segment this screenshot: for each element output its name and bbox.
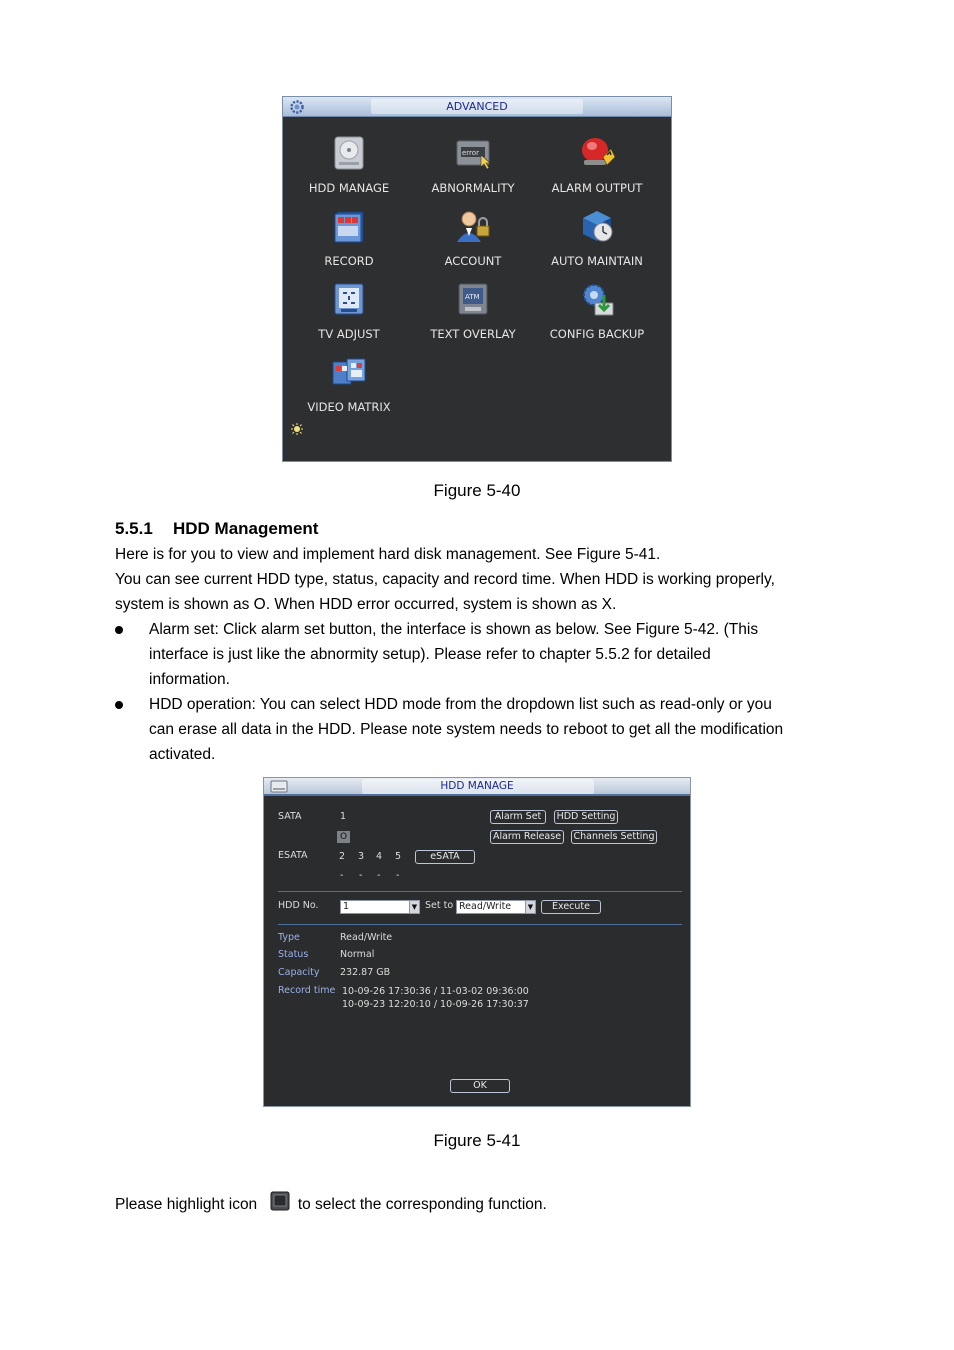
section-number: 5.5.1: [115, 519, 153, 538]
menu-item-record[interactable]: [287, 208, 411, 268]
execute-button[interactable]: Execute: [541, 900, 601, 914]
menu-item-auto-maintain[interactable]: [535, 208, 659, 268]
bullet-item: [115, 617, 875, 692]
bullet-line: interface is just like the abnormity setup). Please refer to chapter 5.5.2 for detailed: [149, 646, 711, 663]
esata-button[interactable]: eSATA: [415, 850, 475, 864]
esata-status-4: -: [377, 870, 381, 881]
esata-port-2: 2: [339, 851, 346, 862]
bullet-line: activated.: [149, 746, 216, 763]
alarm-output-icon: [579, 135, 615, 171]
sata-port-1: 1: [340, 811, 347, 822]
bullet-line: Alarm set: Click alarm set button, the interface is shown as below. See Figure 5-42. (This: [149, 621, 759, 638]
menu-label: ABNORMALITY: [431, 181, 515, 195]
svg-text:ATM: ATM: [465, 293, 480, 301]
menu-item-account[interactable]: [411, 208, 535, 268]
bullet-line: HDD operation: You can select HDD mode from the dropdown list such as read-only or you: [149, 696, 772, 713]
record-time-2: 10-09-23 12:20:10 / 10-09-26 17:30:37: [342, 999, 529, 1010]
menu-label: AUTO MAINTAIN: [551, 254, 643, 268]
menu-label: VIDEO MATRIX: [307, 400, 391, 414]
alarm-release-button[interactable]: Alarm Release: [490, 830, 564, 844]
capacity-value: 232.87 GB: [340, 967, 391, 978]
account-icon: [455, 208, 491, 244]
tv-adjust-icon: [331, 281, 367, 317]
paragraph-line: system is shown as O. When HDD error occurred, system is shown as X.: [115, 596, 617, 613]
hdd-icon: [331, 135, 367, 171]
menu-item-config-backup[interactable]: [535, 281, 659, 341]
hint-bulb-icon: [291, 423, 303, 435]
menu-item-video-matrix[interactable]: [287, 354, 411, 414]
chevron-down-icon: ▼: [409, 901, 419, 913]
hdd-title: HDD MANAGE: [440, 780, 514, 792]
esata-port-4: 4: [376, 851, 383, 862]
bullet-item: [115, 692, 875, 767]
menu-label: RECORD: [324, 254, 374, 268]
instruction-line: [115, 1191, 547, 1217]
hdd-no-select[interactable]: [340, 900, 420, 914]
square-button-icon: [270, 1191, 290, 1211]
hdd-setting-button[interactable]: HDD Setting: [554, 810, 618, 824]
set-to-select[interactable]: [456, 900, 536, 914]
alarm-set-button[interactable]: Alarm Set: [490, 810, 546, 824]
hdd-manage-window: [263, 777, 691, 1107]
record-icon: [331, 208, 367, 244]
paragraph-line: You can see current HDD type, status, capacity and record time. When HDD is working properly,: [115, 571, 775, 588]
record-time-1: 10-09-26 17:30:36 / 11-03-02 09:36:00: [342, 986, 529, 997]
menu-label: HDD MANAGE: [308, 181, 390, 195]
menu-label: ACCOUNT: [444, 254, 502, 268]
set-to-label: Set to: [425, 900, 454, 911]
esata-port-3: 3: [358, 851, 365, 862]
esata-status-2: -: [340, 870, 344, 881]
status-label: Status: [278, 949, 309, 960]
divider: [278, 891, 682, 892]
auto-maintain-icon: [579, 208, 615, 244]
error-icon: [455, 135, 491, 171]
advanced-title-bar: [283, 97, 671, 117]
channels-setting-button[interactable]: Channels Setting: [571, 830, 657, 844]
sata-label: SATA: [278, 811, 302, 822]
sata-status-1[interactable]: O: [337, 831, 350, 843]
bullet-line: can erase all data in the HDD. Please note system needs to reboot to get all the modification: [149, 721, 784, 738]
divider: [278, 924, 682, 925]
section-title: HDD Management: [173, 519, 319, 538]
menu-label: ALARM OUTPUT: [551, 181, 643, 195]
instruction-text: Please highlight icon: [115, 1196, 258, 1213]
menu-item-tv-adjust[interactable]: [287, 281, 411, 341]
type-value: Read/Write: [340, 932, 393, 943]
esata-status-5: -: [396, 870, 400, 881]
paragraph: [115, 542, 875, 617]
esata-status-3: -: [359, 870, 363, 881]
capacity-label: Capacity: [278, 967, 320, 978]
menu-item-alarm-output[interactable]: [535, 135, 659, 195]
bullet-dot: [115, 626, 123, 634]
hdd-title-bar: [264, 778, 690, 796]
video-matrix-icon: [331, 354, 367, 390]
text-overlay-icon: [455, 281, 491, 317]
menu-label: CONFIG BACKUP: [549, 327, 645, 341]
paragraph-line: Here is for you to view and implement hard disk management. See Figure 5-41.: [115, 546, 661, 563]
svg-text:error: error: [462, 149, 479, 157]
figure-caption: Figure 5-41: [433, 1131, 521, 1150]
hdd-no-value: 1: [343, 901, 350, 912]
menu-item-abnormality[interactable]: [411, 135, 535, 195]
menu-label: TEXT OVERLAY: [430, 327, 516, 341]
esata-port-5: 5: [395, 851, 402, 862]
figure-caption: Figure 5-40: [433, 481, 521, 500]
instruction-text: to select the corresponding function.: [297, 1196, 547, 1213]
menu-label: TV ADJUST: [318, 327, 380, 341]
advanced-title: ADVANCED: [446, 100, 508, 113]
menu-item-text-overlay[interactable]: [411, 281, 535, 341]
set-to-value: Read/Write: [459, 901, 512, 912]
bullet-dot: [115, 701, 123, 709]
esata-label: ESATA: [278, 850, 308, 861]
bullet-line: information.: [149, 671, 230, 688]
record-time-label: Record time: [278, 985, 336, 996]
type-label: Type: [278, 932, 300, 943]
ok-button[interactable]: OK: [450, 1079, 510, 1093]
menu-item-hdd-manage[interactable]: [287, 135, 411, 195]
status-value: Normal: [340, 949, 375, 960]
hdd-no-label: HDD No.: [278, 900, 319, 911]
config-backup-icon: [579, 281, 615, 317]
chevron-down-icon: ▼: [525, 901, 535, 913]
advanced-window: [282, 96, 672, 462]
section-heading: [115, 519, 318, 539]
